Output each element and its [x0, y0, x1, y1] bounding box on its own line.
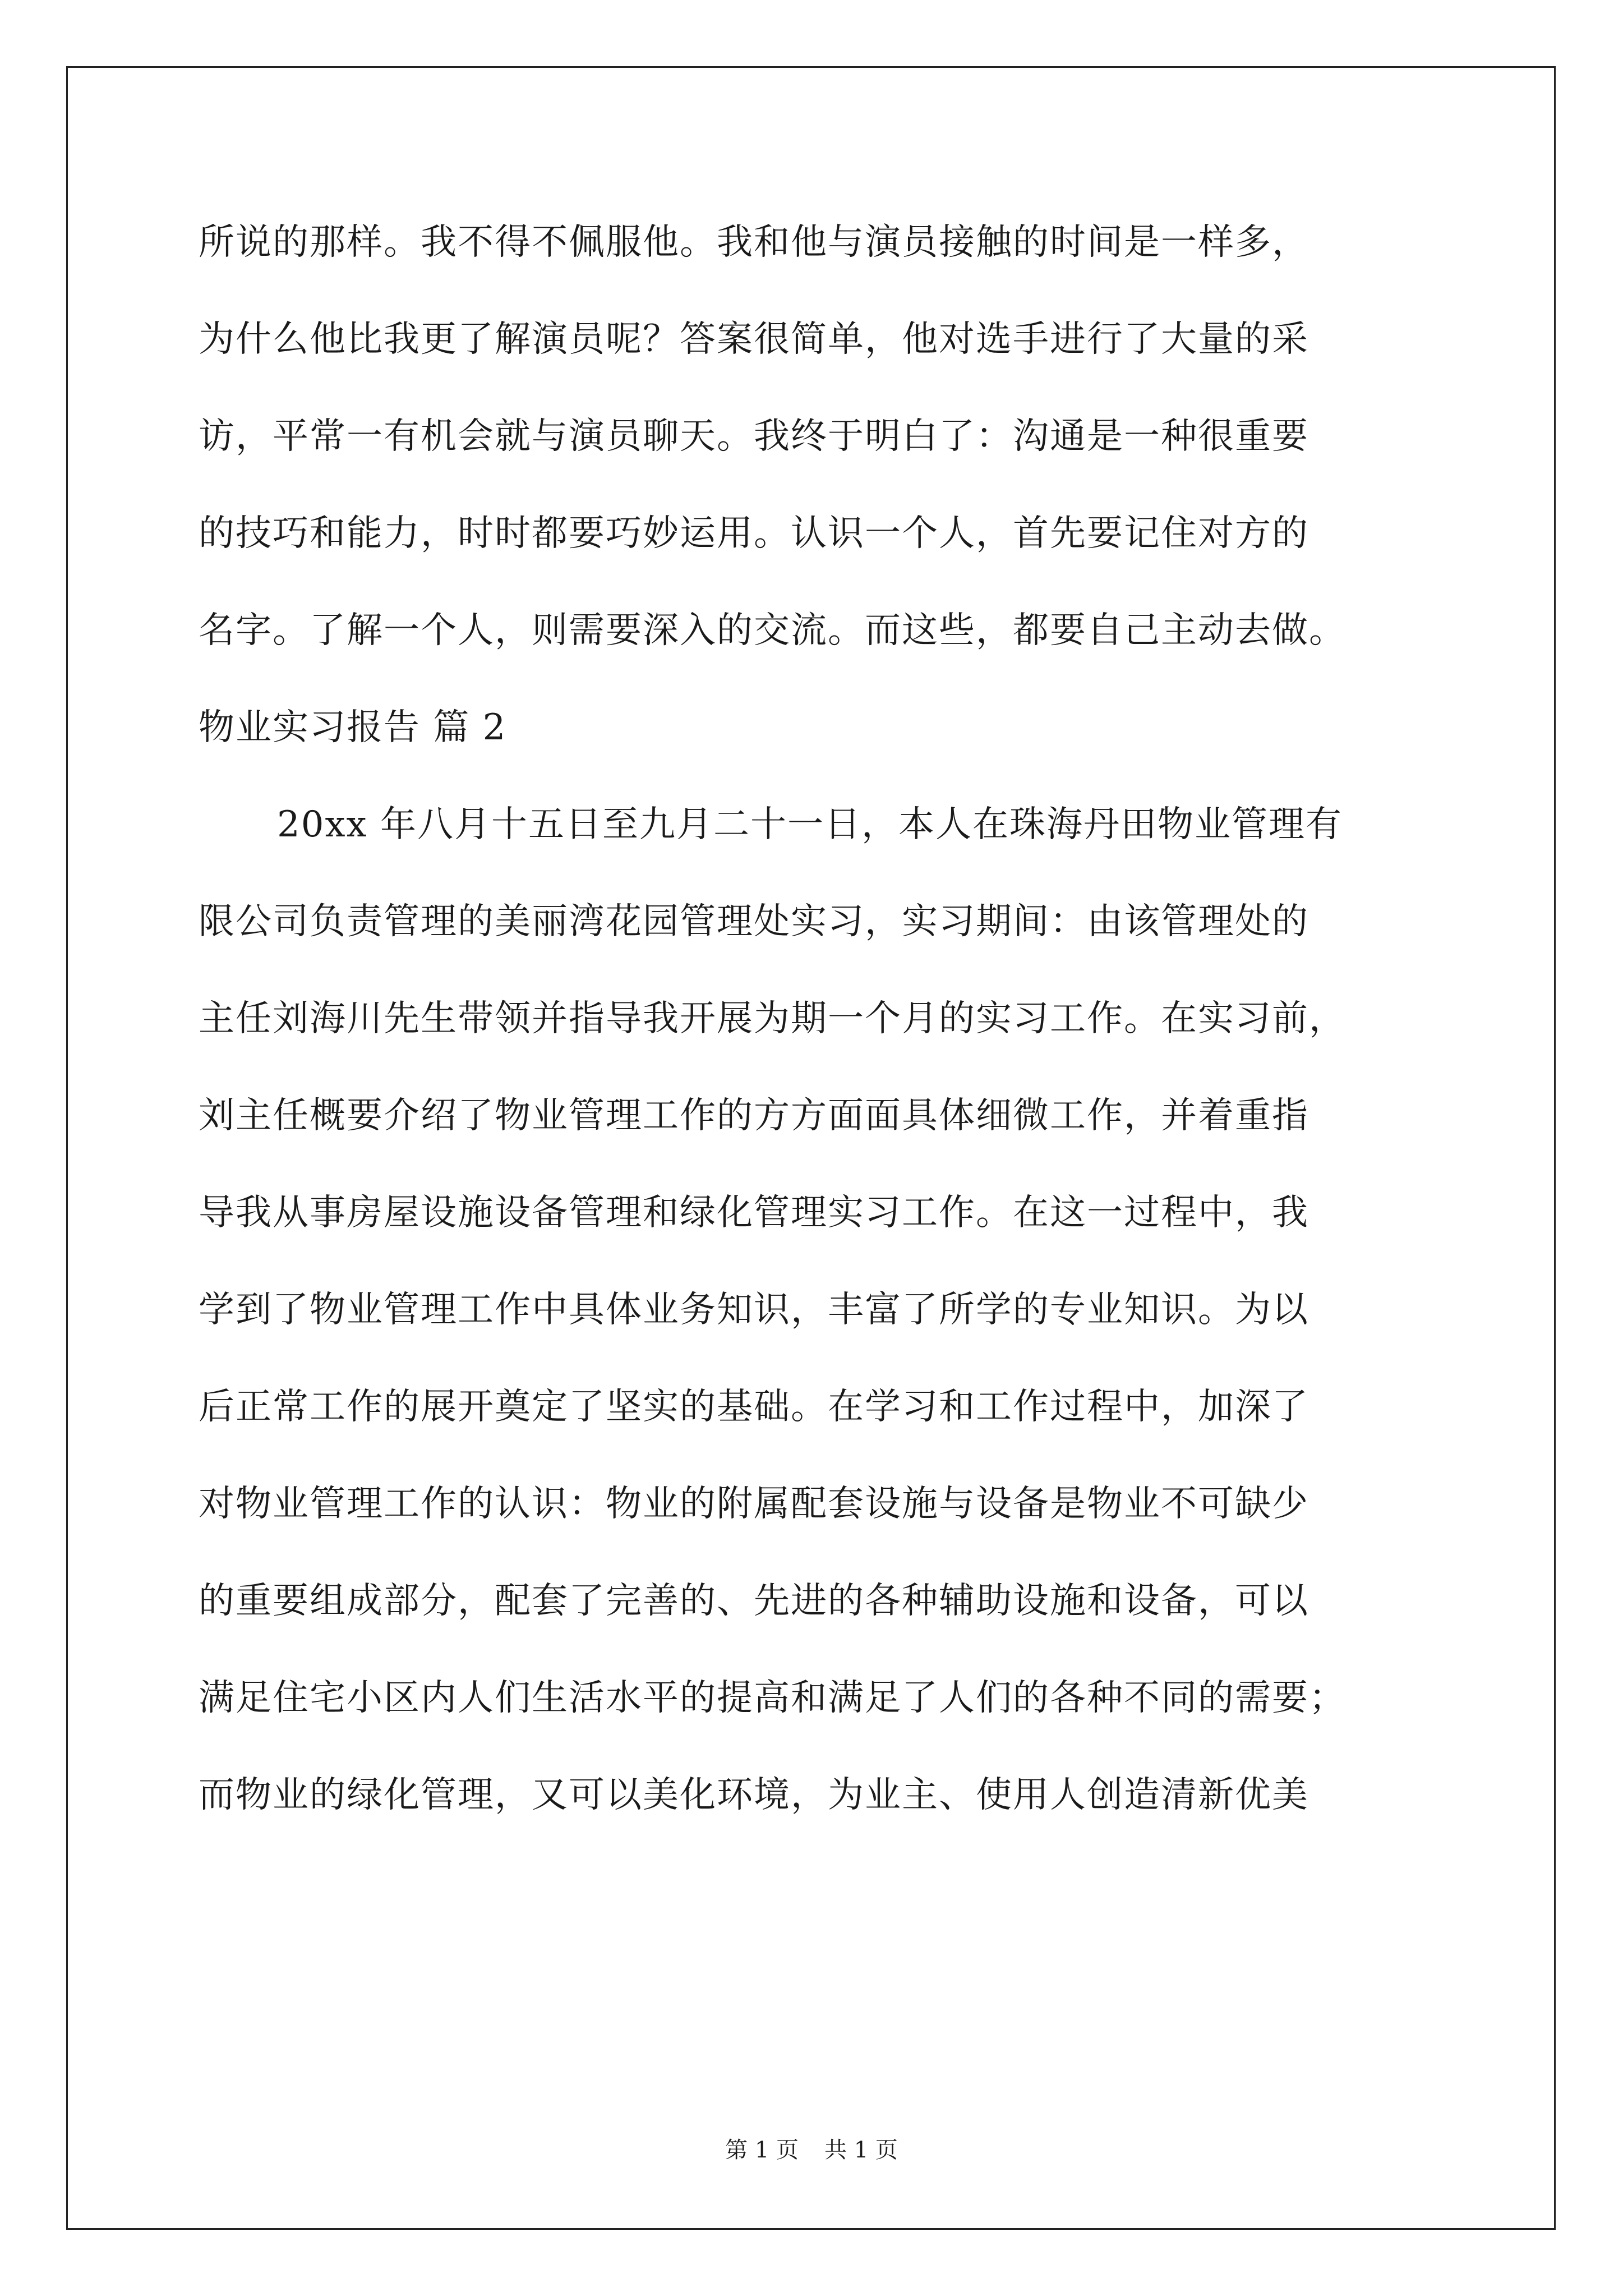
text-line: 满足住宅小区内人们生活水平的提高和满足了人们的各种不同的需要； [199, 1677, 1346, 1719]
section-heading: 物业实习报告 篇 2 [199, 707, 507, 748]
text-line: 学到了物业管理工作中具体业务知识，丰富了所学的专业知识。为以 [199, 1289, 1309, 1331]
page-total: 共 1 页 [824, 2137, 898, 2163]
page-border [66, 66, 1556, 2230]
text-line: 访，平常一有机会就与演员聊天。我终于明白了：沟通是一种很重要 [199, 416, 1309, 457]
paragraph-first-line: 20xx 年八月十五日至九月二十一日，本人在珠海丹田物业管理有 [277, 804, 1343, 845]
text-line: 为什么他比我更了解演员呢？答案很简单，他对选手进行了大量的采 [199, 319, 1309, 360]
text-line: 所说的那样。我不得不佩服他。我和他与演员接触的时间是一样多， [199, 222, 1309, 263]
text-line: 的重要组成部分，配套了完善的、先进的各种辅助设施和设备，可以 [199, 1580, 1309, 1622]
text-line: 而物业的绿化管理，又可以美化环境，为业主、使用人创造清新优美 [199, 1774, 1309, 1816]
text-line: 对物业管理工作的认识：物业的附属配套设施与设备是物业不可缺少 [199, 1483, 1309, 1525]
text-line: 的技巧和能力，时时都要巧妙运用。认识一个人，首先要记住对方的 [199, 513, 1309, 554]
text-line: 主任刘海川先生带领并指导我开展为期一个月的实习工作。在实习前， [199, 998, 1346, 1039]
text-line: 限公司负责管理的美丽湾花园管理处实习，实习期间：由该管理处的 [199, 901, 1309, 942]
page-number: 第 1 页 [725, 2137, 799, 2163]
text-line: 刘主任概要介绍了物业管理工作的方方面面具体细微工作，并着重指 [199, 1095, 1309, 1137]
text-line: 后正常工作的展开奠定了坚实的基础。在学习和工作过程中，加深了 [199, 1386, 1309, 1428]
text-line: 名字。了解一个人，则需要深入的交流。而这些，都要自己主动去做。 [199, 610, 1346, 651]
text-line: 导我从事房屋设施设备管理和绿化管理实习工作。在这一过程中，我 [199, 1192, 1309, 1234]
page-footer [0, 2136, 1623, 2164]
